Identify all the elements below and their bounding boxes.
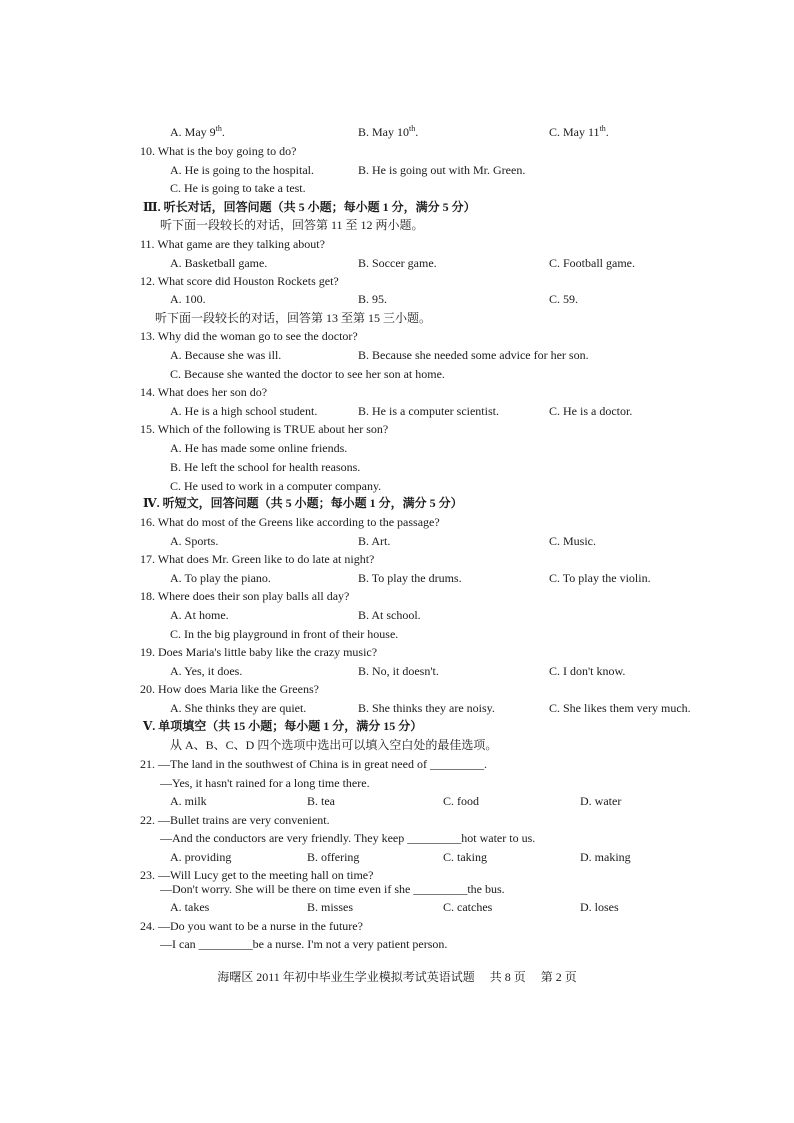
- choice-c: C. Because she wanted the doctor to see her son at home.: [170, 367, 445, 381]
- section-3-instruction-2: [0, 309, 794, 327]
- footer-total-pages: 共 8 页: [489, 970, 526, 984]
- question-stem: 17. What does Mr. Green like to do late at night?: [140, 552, 375, 566]
- choice-d: D. loses: [580, 900, 619, 914]
- choice-c: C. In the big playground in front of their house.: [170, 627, 399, 641]
- question-stem: 14. What does her son do?: [140, 385, 268, 399]
- question-reply: —And the conductors are very friendly. They keep _________hot water to us.: [160, 831, 536, 845]
- section-heading: Ⅲ. 听长对话，回答问题（共 5 小题；每小题 1 分，满分 5 分）: [143, 200, 476, 214]
- q22-line-2: [0, 829, 794, 847]
- question-stem: 15. Which of the following is TRUE about her son?: [140, 422, 389, 436]
- footer-page-number: 第 2 页: [540, 970, 577, 984]
- choice-c: C. 59.: [549, 292, 579, 306]
- choice-b: [358, 123, 418, 141]
- choice-c-text: C. May 11: [549, 125, 600, 139]
- q18-choice-c: [0, 625, 794, 643]
- choice-a: A. He is a high school student.: [170, 404, 318, 418]
- instruction-text: 听下面一段较长的对话，回答第 13 至第 15 三小题。: [155, 311, 432, 325]
- choice-b: B. He is a computer scientist.: [358, 404, 499, 418]
- choice-b: B. Art.: [358, 534, 391, 548]
- question-stem: 16. What do most of the Greens like according to the passage?: [140, 515, 440, 529]
- section-3-title: [0, 198, 794, 216]
- question-stem: 13. Why did the woman go to see the doctor?: [140, 329, 358, 343]
- choice-b: B. tea: [307, 794, 335, 808]
- section-heading: Ⅴ. 单项填空（共 15 小题；每小题 1 分，满分 15 分）: [143, 719, 423, 733]
- question-reply: —Yes, it hasn't rained for a long time there.: [160, 776, 370, 790]
- q21-line-1: [0, 755, 794, 773]
- choice-b: B. At school.: [358, 608, 421, 622]
- q12-stem: [0, 272, 794, 290]
- choice-c: C. To play the violin.: [549, 571, 651, 585]
- q10-choice-c: [0, 179, 794, 197]
- choice-a: A. Sports.: [170, 534, 219, 548]
- choice-a: A. She thinks they are quiet.: [170, 701, 307, 715]
- choice-c: C. Music.: [549, 534, 597, 548]
- q15-choice-c: [0, 477, 794, 495]
- choice-c: C. He is going to take a test.: [170, 181, 306, 195]
- instruction-text: 从 A、B、C、D 四个选项中选出可以填入空白处的最佳选项。: [170, 738, 498, 752]
- q15-choice-a: [0, 439, 794, 457]
- question-stem: 22. —Bullet trains are very convenient.: [140, 813, 330, 827]
- choice-b: B. He left the school for health reasons.: [170, 460, 361, 474]
- q17-stem: [0, 550, 794, 568]
- choice-a: A. Yes, it does.: [170, 664, 243, 678]
- choice-a: A. 100.: [170, 292, 206, 306]
- footer-title: 海曙区 2011 年初中毕业生学业模拟考试英语试题: [217, 970, 475, 984]
- section-5-instruction: [0, 736, 794, 754]
- choice-c: C. taking: [443, 850, 487, 864]
- choice-a: A. To play the piano.: [170, 571, 271, 585]
- q15-stem: [0, 420, 794, 438]
- choice-b: B. 95.: [358, 292, 388, 306]
- q22-choices: [0, 848, 794, 866]
- choice-a: A. Basketball game.: [170, 256, 268, 270]
- choice-c: C. catches: [443, 900, 493, 914]
- choice-b: B. To play the drums.: [358, 571, 462, 585]
- choice-b: B. She thinks they are noisy.: [358, 701, 495, 715]
- section-3-instruction-1: [0, 216, 794, 234]
- question-stem: 18. Where does their son play balls all day?: [140, 589, 350, 603]
- q23-line-2: [0, 880, 794, 898]
- q18-stem: [0, 587, 794, 605]
- q23-choices: [0, 898, 794, 916]
- section-4-title: [0, 494, 794, 512]
- choice-b: B. He is going out with Mr. Green.: [358, 163, 526, 177]
- choice-a: [170, 123, 225, 141]
- choice-b: B. Soccer game.: [358, 256, 437, 270]
- question-stem: 20. How does Maria like the Greens?: [140, 682, 319, 696]
- choice-b: B. Because she needed some advice for her son.: [358, 348, 589, 362]
- q20-stem: [0, 680, 794, 698]
- q16-stem: [0, 513, 794, 531]
- choice-b-text: B. May 10: [358, 125, 409, 139]
- q9-choices: [0, 123, 794, 141]
- choice-b: B. offering: [307, 850, 360, 864]
- q18-choices-ab: [0, 606, 794, 624]
- choice-c-sup: th: [599, 124, 606, 133]
- choice-a: A. milk: [170, 794, 207, 808]
- q10-choices-ab: [0, 161, 794, 179]
- q24-line-1: [0, 917, 794, 935]
- question-reply: —I can _________be a nurse. I'm not a very patient person.: [160, 937, 448, 951]
- choice-c: C. Football game.: [549, 256, 635, 270]
- section-heading: Ⅳ. 听短文，回答问题（共 5 小题；每小题 1 分，满分 5 分）: [143, 496, 463, 510]
- choice-a: A. Because she was ill.: [170, 348, 282, 362]
- q19-choices: [0, 662, 794, 680]
- question-stem: 11. What game are they talking about?: [140, 237, 325, 251]
- choice-b: B. No, it doesn't.: [358, 664, 439, 678]
- choice-c: C. He is a doctor.: [549, 404, 633, 418]
- q20-choices: [0, 699, 794, 717]
- q22-line-1: [0, 811, 794, 829]
- q14-choices: [0, 402, 794, 420]
- choice-c: [549, 123, 609, 141]
- q14-stem: [0, 383, 794, 401]
- choice-a: A. providing: [170, 850, 232, 864]
- q21-line-2: [0, 774, 794, 792]
- choice-a: A. takes: [170, 900, 210, 914]
- question-stem: 24. —Do you want to be a nurse in the future?: [140, 919, 363, 933]
- choice-a: A. He has made some online friends.: [170, 441, 348, 455]
- question-reply: —Don't worry. She will be there on time even if she _________the bus.: [160, 882, 505, 896]
- choice-d: D. making: [580, 850, 631, 864]
- q11-stem: [0, 235, 794, 253]
- choice-a-sup: th: [215, 124, 222, 133]
- q21-choices: [0, 792, 794, 810]
- choice-c-end: .: [605, 125, 609, 139]
- instruction-text: 听下面一段较长的对话，回答第 11 至 12 两小题。: [160, 218, 424, 232]
- q10-stem: [0, 142, 794, 160]
- choice-c: C. He used to work in a computer company.: [170, 479, 382, 493]
- question-stem: 10. What is the boy going to do?: [140, 144, 297, 158]
- q13-choices-ab: [0, 346, 794, 364]
- q16-choices: [0, 532, 794, 550]
- choice-c: C. She likes them very much.: [549, 701, 691, 715]
- q11-choices: [0, 254, 794, 272]
- page-footer: [0, 968, 794, 986]
- choice-d: D. water: [580, 794, 622, 808]
- choice-b: B. misses: [307, 900, 354, 914]
- q15-choice-b: [0, 458, 794, 476]
- q13-choice-c: [0, 365, 794, 383]
- choice-a: A. He is going to the hospital.: [170, 163, 314, 177]
- q13-stem: [0, 327, 794, 345]
- q17-choices: [0, 569, 794, 587]
- choice-c: C. I don't know.: [549, 664, 626, 678]
- q12-choices: [0, 290, 794, 308]
- question-stem: 19. Does Maria's little baby like the crazy music?: [140, 645, 378, 659]
- choice-a-text: A. May 9: [170, 125, 216, 139]
- choice-b-sup: th: [409, 124, 416, 133]
- question-stem: 21. —The land in the southwest of China is in great need of _________.: [140, 757, 487, 771]
- question-stem: 12. What score did Houston Rockets get?: [140, 274, 339, 288]
- choice-a: A. At home.: [170, 608, 229, 622]
- q24-line-2: [0, 935, 794, 953]
- choice-c: C. food: [443, 794, 479, 808]
- choice-b-end: .: [415, 125, 419, 139]
- choice-a-end: .: [221, 125, 225, 139]
- q19-stem: [0, 643, 794, 661]
- section-5-title: [0, 717, 794, 735]
- question-stem: 23. —Will Lucy get to the meeting hall on time?: [140, 868, 374, 882]
